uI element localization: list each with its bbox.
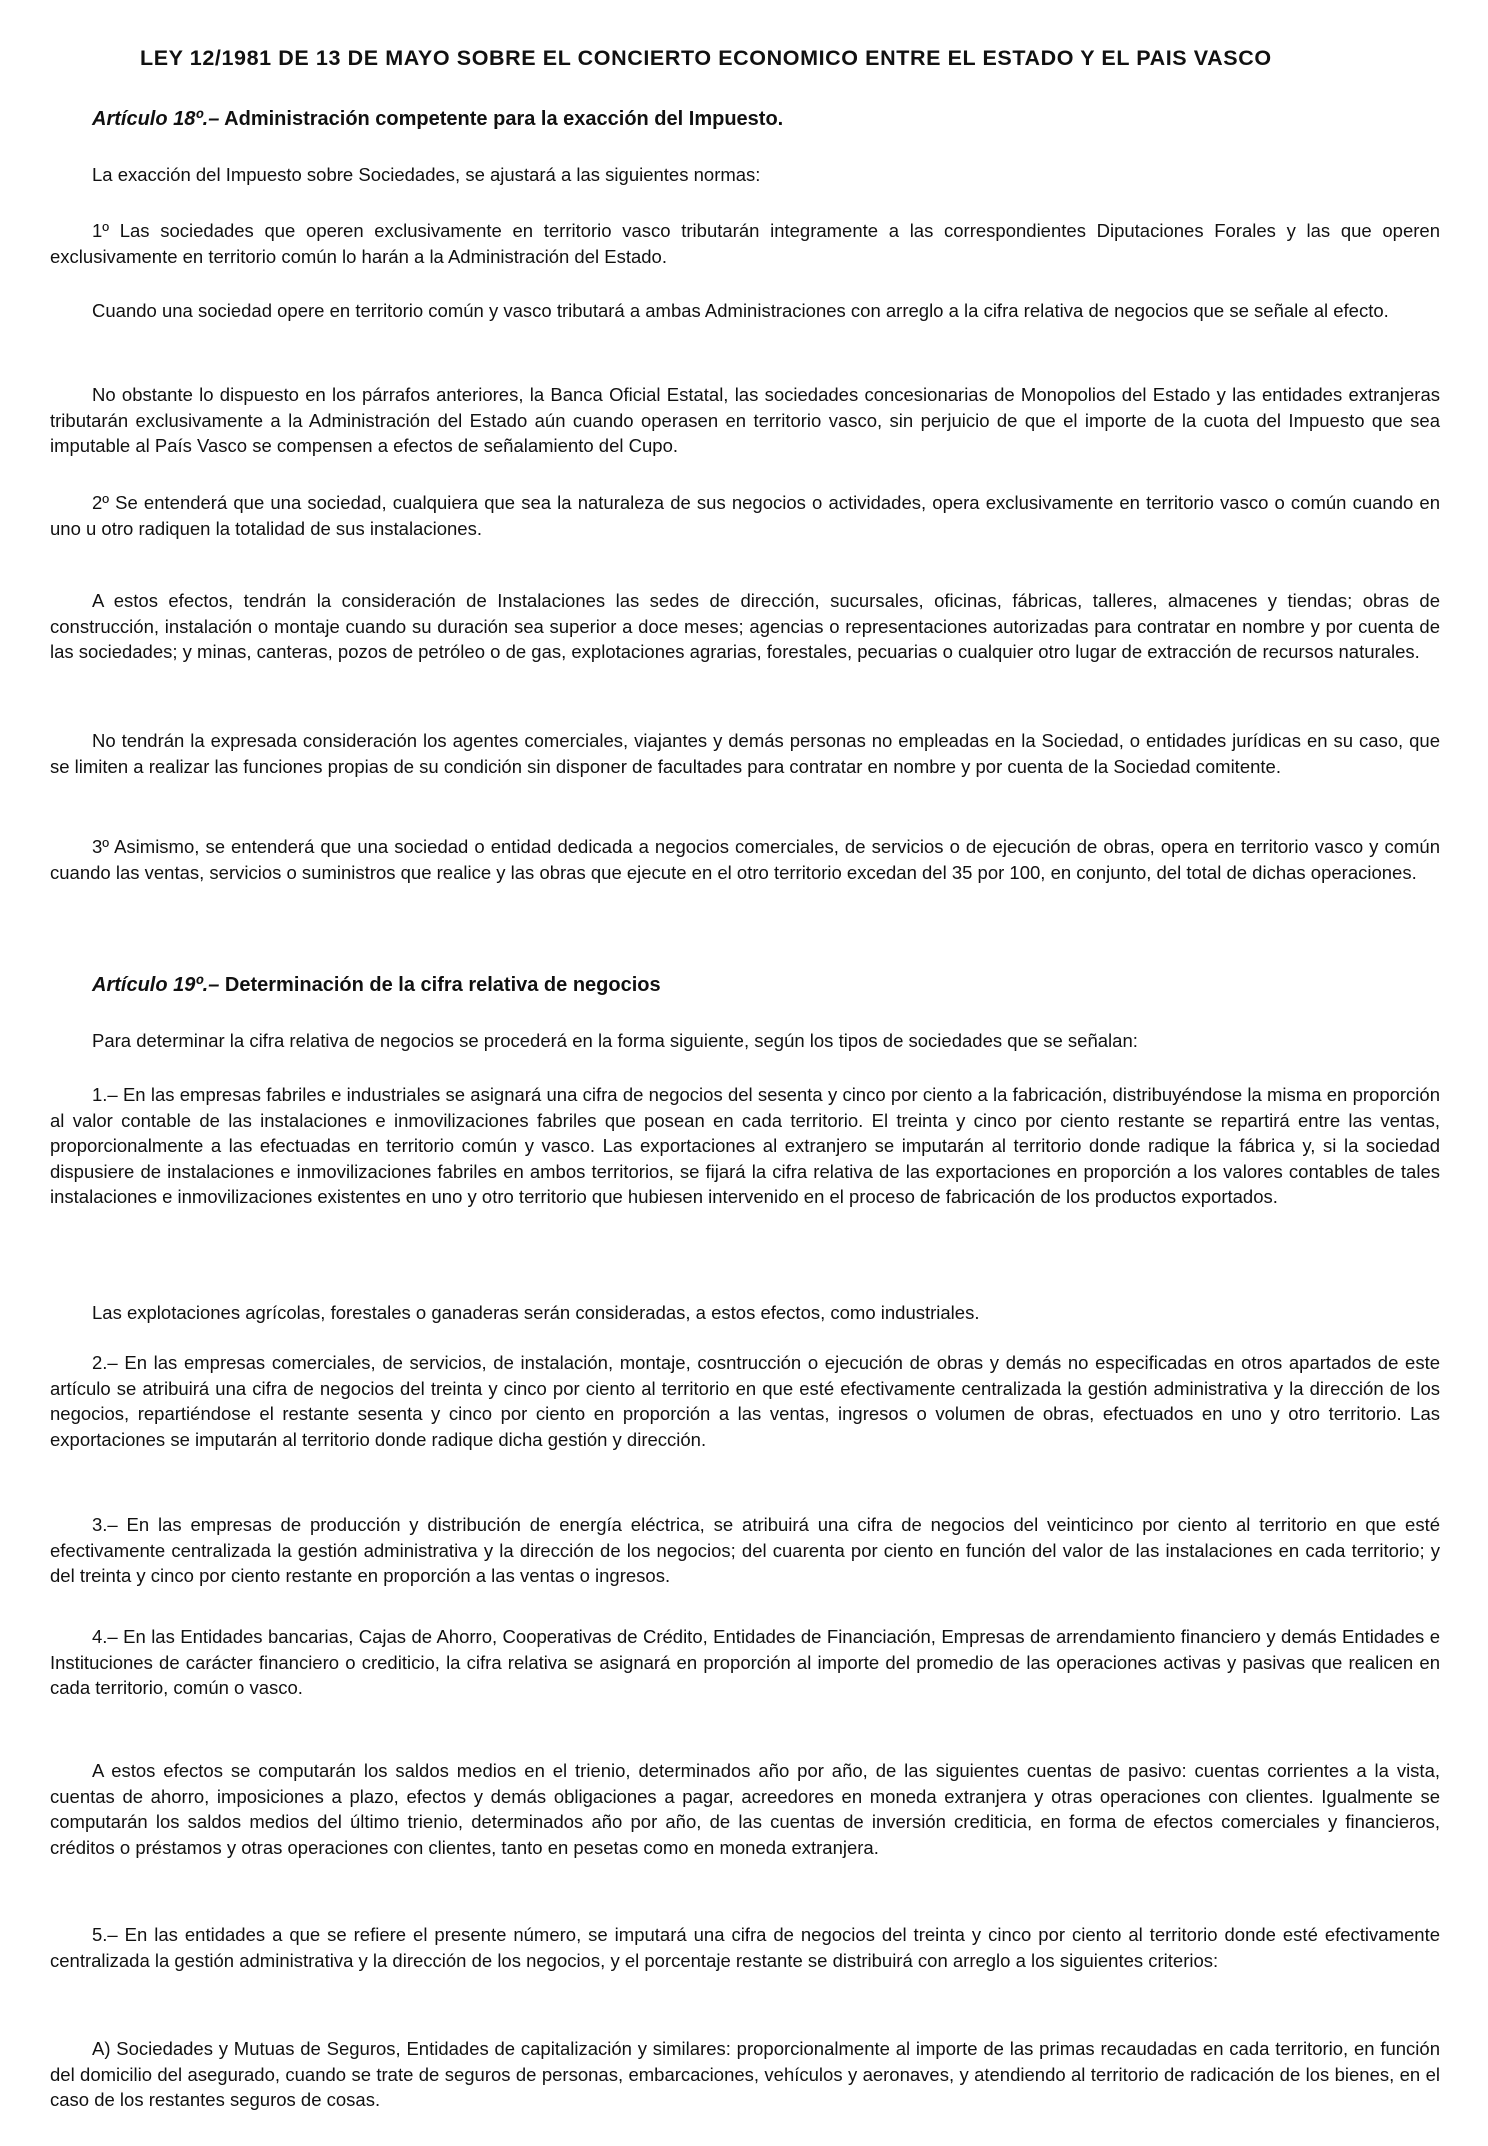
article-18-paragraph-intro: La exacción del Impuesto sobre Sociedades, se ajustará a las siguientes normas: [92, 164, 761, 185]
article-19-paragraph-4: 3.– En las empresas de producción y distribución de energía eléctrica, se atribuirá una cifra de negocios del veinticinco por ciento al territorio en que esté efectivamente centralizada la gestión administrativa y la dirección de los negocios; del cuarenta por ciento en función del valor de las instalaciones en cada territorio; y del treinta y cinco por ciento restante en proporción a las ventas o ingresos. [50, 1514, 1440, 1586]
article-19-paragraph-intro: Para determinar la cifra relativa de negocios se procederá en la forma siguiente, según los tipos de sociedades que se señalan: [92, 1030, 1138, 1051]
document-title: LEY 12/1981 DE 13 DE MAYO SOBRE EL CONCIERTO ECONOMICO ENTRE EL ESTADO Y EL PAIS VASCO [140, 46, 1272, 70]
article-19-title: Determinación de la cifra relativa de negocios [224, 974, 661, 996]
article-18-paragraph-7: 3º Asimismo, se entenderá que una sociedad o entidad dedicada a negocios comerciales, de servicios o de ejecución de obras, opera en territorio vasco y común cuando las ventas, servicios o suministros que realice y las obras que ejecute en el otro territorio excedan del 35 por 100, en conjunto, del total de dichas operaciones. [50, 836, 1440, 883]
article-18-number: Artículo 18º.– [92, 108, 220, 130]
article-19-number: Artículo 19º.– [92, 974, 220, 996]
article-18-heading [92, 108, 783, 131]
article-18-paragraph-1: 1º Las sociedades que operen exclusivamente en territorio vasco tributarán integramente a las correspondientes Diputaciones Forales y las que operen exclusivamente en territorio común lo harán a la Administración del Estado. [50, 220, 1440, 267]
article-19-paragraph-5: 4.– En las Entidades bancarias, Cajas de Ahorro, Cooperativas de Crédito, Entidades de Financiación, Empresas de arrendamiento financiero y demás Entidades e Instituciones de carácter financiero o crediticio, la cifra relativa se asignará en proporción al importe del promedio de las operaciones activas y pasivas que realicen en cada territorio, común o vasco. [50, 1626, 1440, 1698]
article-18-paragraph-4: 2º Se entenderá que una sociedad, cualquiera que sea la naturaleza de sus negocios o actividades, opera exclusivamente en territorio vasco o común cuando en uno u otro radiquen la totalidad de sus instalaciones. [50, 492, 1440, 539]
article-19-heading [92, 974, 661, 997]
article-18-paragraph-5: A estos efectos, tendrán la consideración de Instalaciones las sedes de dirección, sucursales, oficinas, fábricas, talleres, almacenes y tiendas; obras de construcción, instalación o montaje cuando su duración sea superior a doce meses; agencias o representaciones autorizadas para contratar en nombre y por cuenta de las sociedades; y minas, canteras, pozos de petróleo o de gas, explotaciones agrarias, forestales, pecuarias o cualquier otro lugar de extracción de recursos naturales. [50, 590, 1440, 662]
article-19-paragraph-6: A estos efectos se computarán los saldos medios en el trienio, determinados año por año, de las siguientes cuentas de pasivo: cuentas corrientes a la vista, cuentas de ahorro, imposiciones a plazo, efectos y demás obligaciones a pagar, acreedores en moneda extranjera y otras operaciones con clientes. Igualmente se computarán los saldos medios del último trienio, determinados año por año, de las cuentas de inversión crediticia, en forma de efectos comerciales y financieros, créditos o préstamos y otras operaciones con clientes, tanto en pesetas como en moneda extranjera. [50, 1760, 1440, 1858]
article-18-title: Administración competente para la exacción del Impuesto. [224, 108, 784, 130]
article-19-paragraph-3: 2.– En las empresas comerciales, de servicios, de instalación, montaje, cosntrucción o ejecución de obras y demás no especificadas en otros apartados de este artículo se atribuirá una cifra de negocios del treinta y cinco por ciento al territorio en que esté efectivamente centralizada la gestión administrativa y la dirección de los negocios, repartiéndose el restante sesenta y cinco por ciento en proporción a las ventas, ingresos o volumen de obras, efectuados en uno y otro territorio. Las exportaciones se imputarán al territorio donde radique dicha gestión y dirección. [50, 1352, 1440, 1450]
article-18-paragraph-2: Cuando una sociedad opere en territorio común y vasco tributará a ambas Administraciones con arreglo a la cifra relativa de negocios que se señale al efecto. [92, 300, 1389, 321]
article-18-paragraph-3: No obstante lo dispuesto en los párrafos anteriores, la Banca Oficial Estatal, las sociedades concesionarias de Monopolios del Estado y las entidades extranjeras tributarán exclusivamente a la Administración del Estado aún cuando operasen en territorio vasco, sin perjuicio de que el importe de la cuota del Impuesto que sea imputable al País Vasco se compensen a efectos de señalamiento del Cupo. [50, 384, 1440, 456]
article-19-paragraph-2: Las explotaciones agrícolas, forestales o ganaderas serán consideradas, a estos efectos, como industriales. [92, 1302, 980, 1323]
article-19-paragraph-1: 1.– En las empresas fabriles e industriales se asignará una cifra de negocios del sesenta y cinco por ciento a la fabricación, distribuyéndose la misma en proporción al valor contable de las instalaciones e inmovilizaciones fabriles que posean en cada territorio. El treinta y cinco por ciento restante se repartirá entre las ventas, proporcionalmente a las efectuadas en territorio común y vasco. Las exportaciones al extranjero se imputarán al territorio donde radique la fábrica y, si la sociedad dispusiere de instalaciones e inmovilizaciones fabriles en ambos territorios, se fijará la cifra relativa de las exportaciones en proporción a los valores contables de tales instalaciones e inmovilizaciones existentes en uno y otro territorio que hubiesen intervenido en el proceso de fabricación de los productos exportados. [50, 1084, 1440, 1207]
article-19-paragraph-8: A) Sociedades y Mutuas de Seguros, Entidades de capitalización y similares: proporcionalmente al importe de las primas recaudadas en cada territorio, en función del domicilio del asegurado, cuando se trate de seguros de personas, embarcaciones, vehículos y aeronaves, y atendiendo al territorio de radicación de los bienes, en el caso de los restantes seguros de cosas. [50, 2038, 1440, 2110]
article-19-paragraph-7: 5.– En las entidades a que se refiere el presente número, se imputará una cifra de negocios del treinta y cinco por ciento al territorio donde esté efectivamente centralizada la gestión administrativa y la dirección de los negocios, y el porcentaje restante se distribuirá con arreglo a los siguientes criterios: [50, 1924, 1440, 1971]
article-18-paragraph-6: No tendrán la expresada consideración los agentes comerciales, viajantes y demás personas no empleadas en la Sociedad, o entidades jurídicas en su caso, que se limiten a realizar las funciones propias de su condición sin disponer de facultades para contratar en nombre y por cuenta de la Sociedad comitente. [50, 730, 1440, 777]
